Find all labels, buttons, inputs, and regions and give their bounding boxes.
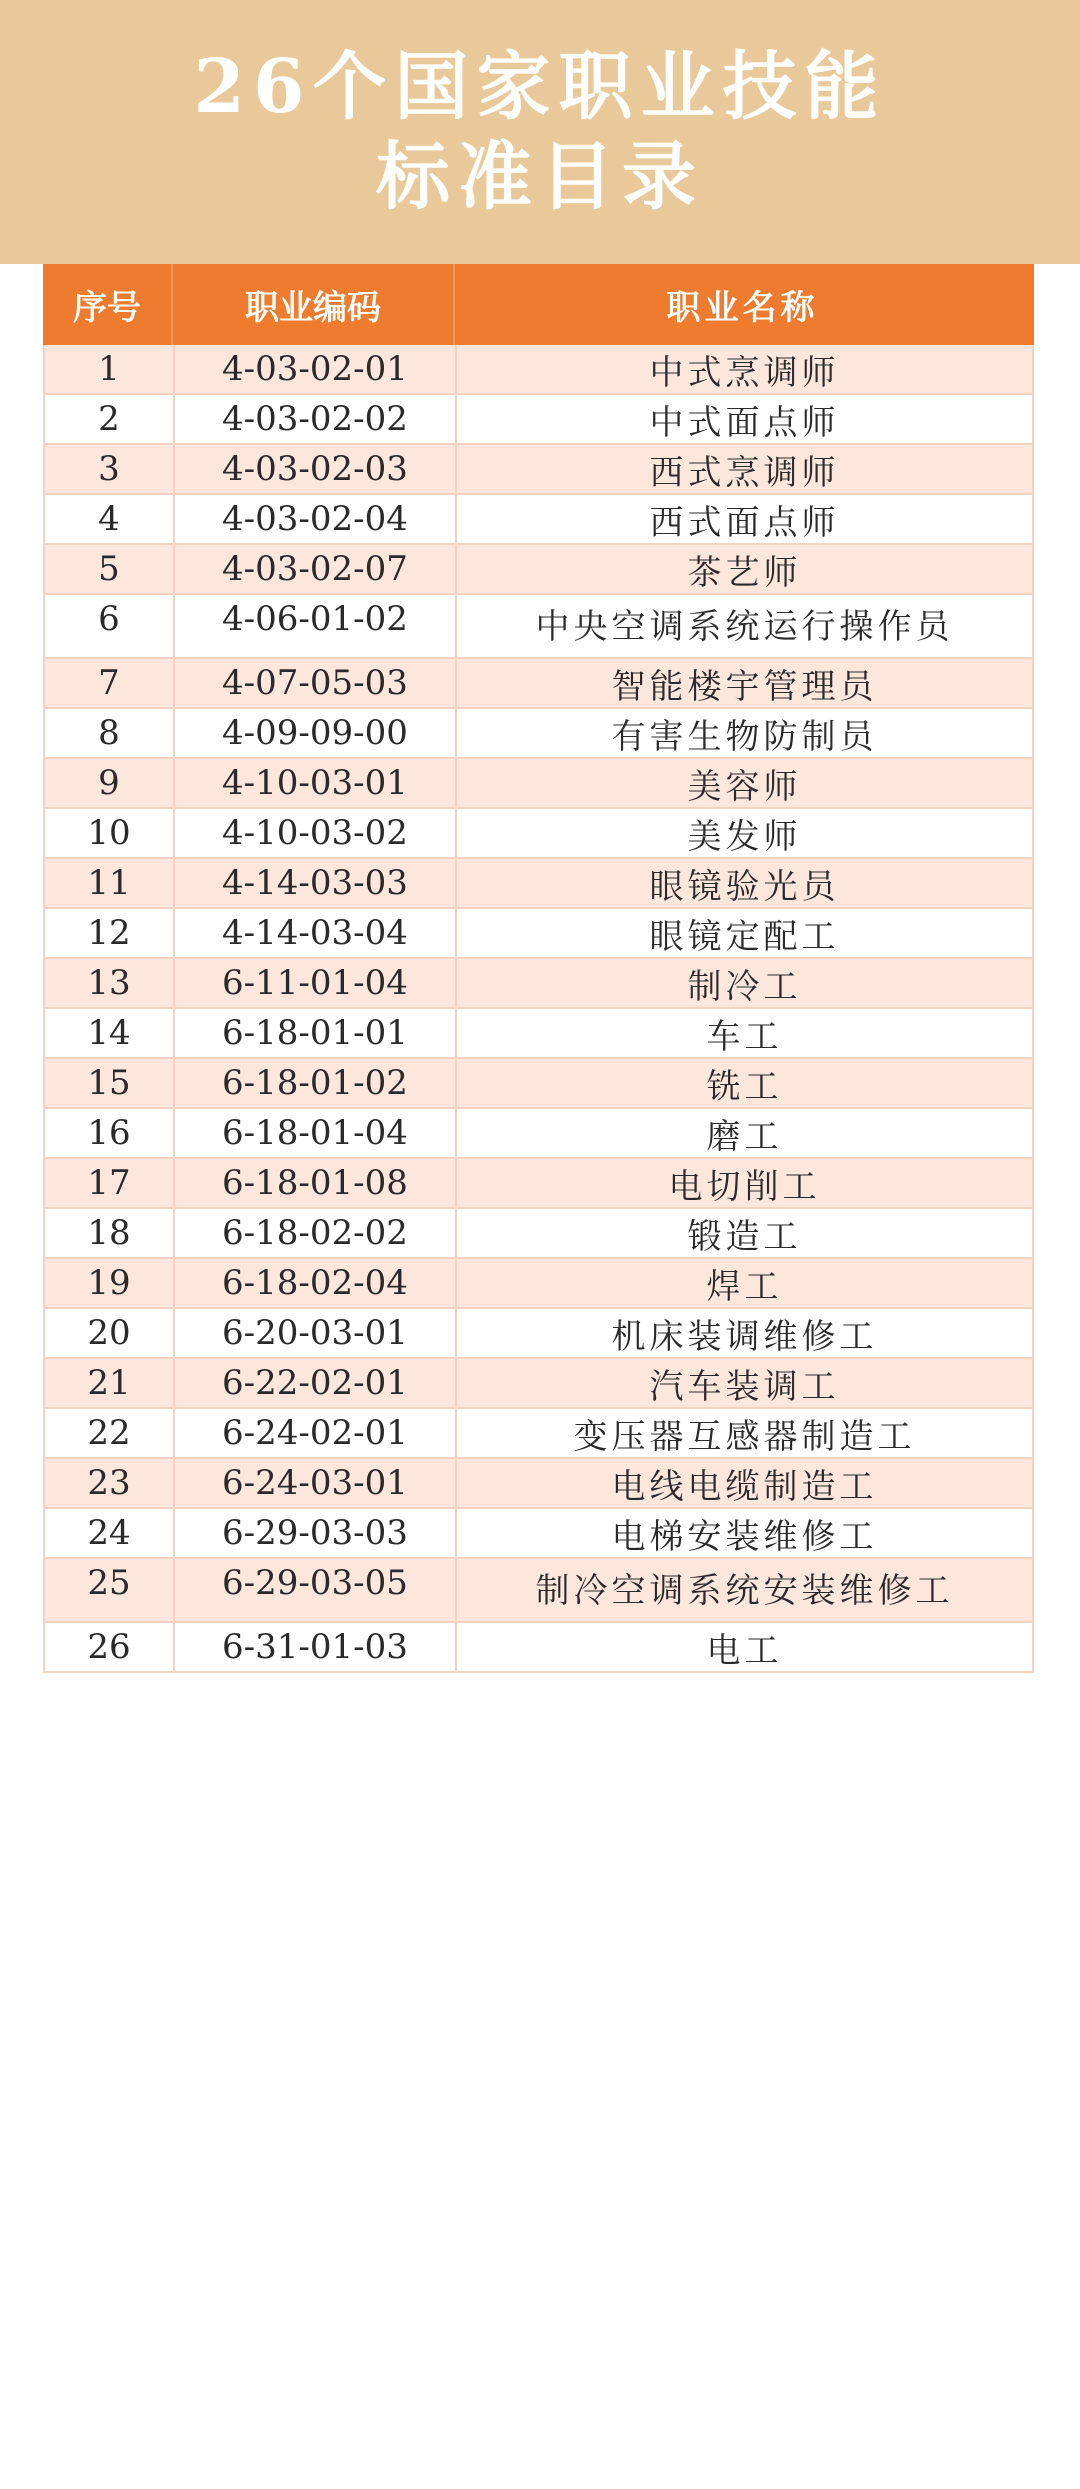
table-row — [43, 545, 1034, 595]
table-header-row — [43, 264, 1034, 345]
table-row — [43, 709, 1034, 759]
table-row — [43, 1409, 1034, 1459]
occupation-name: 制冷空调系统安装维修工 — [535, 1571, 954, 1611]
occupation-code: 4-14-03-03 — [175, 859, 457, 907]
occupation-code: 6-24-03-01 — [175, 1459, 457, 1507]
occupation-code: 4-14-03-04 — [175, 909, 457, 957]
table-row — [43, 809, 1034, 859]
occupation-name: 有害生物防制员 — [611, 716, 878, 757]
table-row — [43, 1459, 1034, 1509]
table-row — [43, 1259, 1034, 1309]
occupation-name: 电工 — [706, 1630, 783, 1671]
occupation-name: 西式面点师 — [649, 502, 840, 543]
row-number: 6 — [45, 595, 175, 657]
occupation-name: 电线电缆制造工 — [611, 1466, 878, 1507]
table-row — [43, 445, 1034, 495]
table-row — [43, 1159, 1034, 1209]
occupation-code: 6-18-02-02 — [175, 1209, 457, 1257]
table-row — [43, 1559, 1034, 1623]
occupation-name: 制冷工 — [687, 966, 802, 1007]
occupation-table — [43, 264, 1034, 1673]
occupation-name: 美发师 — [687, 816, 802, 857]
table-row — [43, 495, 1034, 545]
occupation-name: 西式烹调师 — [649, 452, 840, 493]
occupation-name: 中央空调系统运行操作员 — [535, 607, 954, 647]
occupation-code: 6-24-02-01 — [175, 1409, 457, 1457]
occupation-code: 6-18-02-04 — [175, 1259, 457, 1307]
occupation-code: 6-31-01-03 — [175, 1623, 457, 1671]
table-row — [43, 1059, 1034, 1109]
table-row — [43, 909, 1034, 959]
row-number: 16 — [45, 1109, 175, 1157]
table-body — [43, 345, 1034, 1673]
row-number: 4 — [45, 495, 175, 543]
occupation-name: 中式烹调师 — [649, 352, 840, 393]
row-number: 3 — [45, 445, 175, 493]
occupation-code: 6-18-01-01 — [175, 1009, 457, 1057]
row-number: 2 — [45, 395, 175, 443]
occupation-name: 智能楼宇管理员 — [611, 666, 878, 707]
row-number: 9 — [45, 759, 175, 807]
occupation-code: 4-10-03-02 — [175, 809, 457, 857]
occupation-code: 6-18-01-02 — [175, 1059, 457, 1107]
column-header-name: 职业名称 — [666, 288, 819, 328]
column-header-number: 序号 — [43, 264, 173, 345]
row-number: 17 — [45, 1159, 175, 1207]
row-number: 20 — [45, 1309, 175, 1357]
occupation-name: 电切削工 — [668, 1166, 821, 1207]
table-row — [43, 659, 1034, 709]
row-number: 1 — [45, 345, 175, 393]
occupation-name: 美容师 — [687, 766, 802, 807]
occupation-name: 机床装调维修工 — [611, 1316, 878, 1357]
row-number: 19 — [45, 1259, 175, 1307]
occupation-code: 4-03-02-04 — [175, 495, 457, 543]
table-row — [43, 1359, 1034, 1409]
occupation-name: 中式面点师 — [649, 402, 840, 443]
occupation-code: 4-09-09-00 — [175, 709, 457, 757]
occupation-name: 汽车装调工 — [649, 1366, 840, 1407]
table-row — [43, 1309, 1034, 1359]
occupation-name: 变压器互感器制造工 — [573, 1416, 916, 1457]
table-row — [43, 1209, 1034, 1259]
occupation-name: 铣工 — [706, 1066, 783, 1107]
row-number: 21 — [45, 1359, 175, 1407]
row-number: 5 — [45, 545, 175, 593]
occupation-name: 焊工 — [706, 1266, 783, 1307]
occupation-name: 电梯安装维修工 — [611, 1516, 878, 1557]
occupation-code: 4-03-02-02 — [175, 395, 457, 443]
occupation-code: 4-03-02-03 — [175, 445, 457, 493]
occupation-code: 6-29-03-03 — [175, 1509, 457, 1557]
row-number: 15 — [45, 1059, 175, 1107]
occupation-code: 4-10-03-01 — [175, 759, 457, 807]
row-number: 13 — [45, 959, 175, 1007]
occupation-code: 4-06-01-02 — [175, 595, 457, 657]
table-row — [43, 1623, 1034, 1673]
table-row — [43, 395, 1034, 445]
occupation-name: 磨工 — [706, 1116, 783, 1157]
table-row — [43, 859, 1034, 909]
occupation-code: 6-20-03-01 — [175, 1309, 457, 1357]
row-number: 10 — [45, 809, 175, 857]
table-row — [43, 759, 1034, 809]
occupation-code: 4-03-02-07 — [175, 545, 457, 593]
table-row — [43, 1009, 1034, 1059]
occupation-name: 眼镜验光员 — [649, 866, 840, 907]
table-row — [43, 1509, 1034, 1559]
occupation-name: 锻造工 — [687, 1216, 802, 1257]
row-number: 11 — [45, 859, 175, 907]
column-header-code: 职业编码 — [173, 264, 455, 345]
row-number: 22 — [45, 1409, 175, 1457]
row-number: 26 — [45, 1623, 175, 1671]
row-number: 7 — [45, 659, 175, 707]
row-number: 12 — [45, 909, 175, 957]
row-number: 25 — [45, 1559, 175, 1621]
title-banner — [0, 0, 1080, 264]
row-number: 24 — [45, 1509, 175, 1557]
row-number: 8 — [45, 709, 175, 757]
occupation-name: 茶艺师 — [687, 552, 802, 593]
occupation-name: 车工 — [706, 1016, 783, 1057]
row-number: 14 — [45, 1009, 175, 1057]
occupation-code: 6-18-01-04 — [175, 1109, 457, 1157]
occupation-code: 4-07-05-03 — [175, 659, 457, 707]
table-row — [43, 1109, 1034, 1159]
occupation-name: 眼镜定配工 — [649, 916, 840, 957]
row-number: 18 — [45, 1209, 175, 1257]
row-number: 23 — [45, 1459, 175, 1507]
table-row — [43, 595, 1034, 659]
occupation-code: 6-29-03-05 — [175, 1559, 457, 1621]
page-title-line-2: 标准目录 — [376, 134, 704, 220]
occupation-code: 6-11-01-04 — [175, 959, 457, 1007]
occupation-code: 4-03-02-01 — [175, 345, 457, 393]
table-row — [43, 959, 1034, 1009]
table-row — [43, 345, 1034, 395]
page-title-line-1: 26个国家职业技能 — [193, 44, 887, 130]
occupation-code: 6-22-02-01 — [175, 1359, 457, 1407]
occupation-code: 6-18-01-08 — [175, 1159, 457, 1207]
